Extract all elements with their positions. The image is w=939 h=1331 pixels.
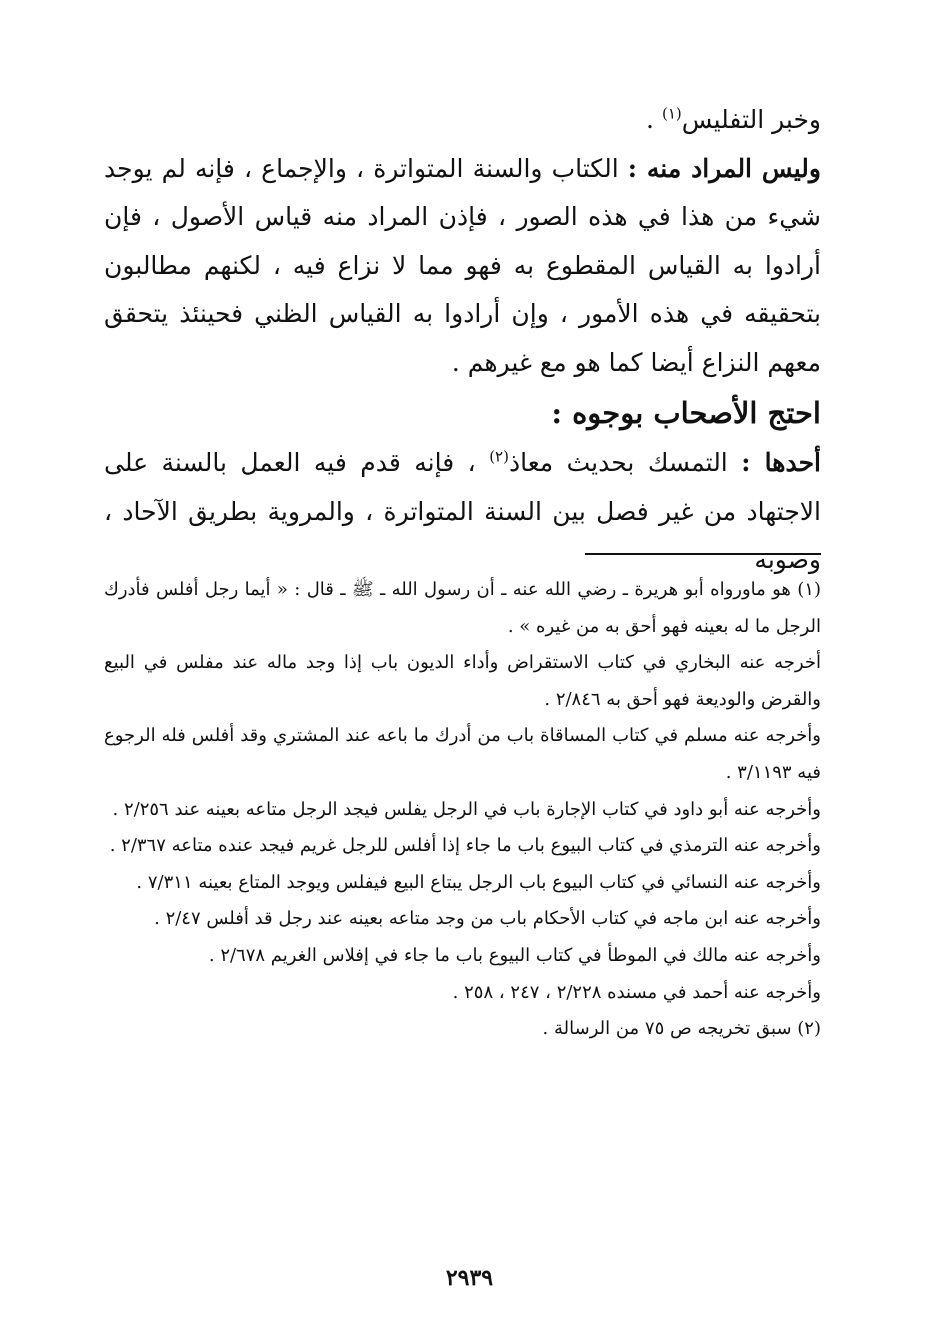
footnote-1-muslim: وأخرجه عنه مسلم في كتاب المساقاة باب من أدرك ما باعه عند المشتري وقد أفلس فله الرجوع فيه ٣/١١٩٣ . xyxy=(104,725,821,783)
paragraph-2-text-b: ، فإنه قدم فيه العمل بالسنة على الاجتهاد من غير فصل بين السنة المتواترة ، والمروية بطريق الآحاد ، وصوبه xyxy=(104,448,821,574)
intro-text: وخبر التفليس xyxy=(681,105,821,134)
footnote-2: (٢) سبق تخريجه ص ٧٥ من الرسالة . xyxy=(542,1018,821,1040)
footnote-1-nasai: وأخرجه عنه النسائي في كتاب البيوع باب الرجل يبتاع البيع فيفلس ويوجد المتاع بعينه ٧/٣١١ . xyxy=(136,871,821,893)
paragraph-1-text: الكتاب والسنة المتواترة ، والإجماع ، فإنه لم يوجد شيء من هذا في هذه الصور ، فإذن المراد منه قياس الأصول ، فإن أرادوا به القياس المقطوع به فهو مما لا نزاع فيه ، لكنهم مطالبون بتحقيقه في هذه الأمور ، وإن أرادوا به القياس الظني فحينئذ يتحقق معهم النزاع أيضا كما هو مع غيرهم . xyxy=(104,153,821,377)
footnote-1: (١) هو ماورواه أبو هريرة ـ رضي الله عنه ـ أن رسول الله ـ ﷺ ـ قال : « أيما رجل أفلس فأدرك الرجل ما له بعينه فهو أحق به من غيره » . xyxy=(104,579,821,637)
paragraph-1-lead: وليس المراد منه : xyxy=(627,153,821,183)
footnote-1-ibnmajah: وأخرجه عنه ابن ماجه في كتاب الأحكام باب من وجد متاعه بعينه عند رجل قد أفلس ٢/٤٧ . xyxy=(154,908,821,930)
paragraph-2-text-a: التمسك بحديث معاذ xyxy=(508,448,742,477)
footnote-ref-2: (٢) xyxy=(489,447,509,466)
footnote-ref-1: (١) xyxy=(661,104,682,123)
footnote-separator xyxy=(585,553,821,555)
paragraph-intro xyxy=(104,96,821,145)
footnotes xyxy=(104,572,821,1048)
footnote-1-abudawud: وأخرجه عنه أبو داود في كتاب الإجارة باب في الرجل يفلس فيجد الرجل متاعه بعينه عند ٢/٢٥٦ . xyxy=(112,798,821,820)
paragraph-1 xyxy=(104,145,821,388)
footnote-1-malik: وأخرجه عنه مالك في الموطأ في كتاب البيوع باب ما جاء في إفلاس الغريم ٢/٦٧٨ . xyxy=(208,944,821,966)
footnote-1-ahmad: وأخرجه عنه أحمد في مسنده ٢/٢٢٨ ، ٢٤٧ ، ٢٥٨ . xyxy=(452,981,821,1003)
main-text xyxy=(104,96,821,585)
paragraph-2 xyxy=(104,439,821,585)
intro-end: . xyxy=(646,105,662,134)
footnote-1-bukhari: أخرجه عنه البخاري في كتاب الاستقراض وأداء الديون باب إذا وجد ماله عند مفلس في البيع والقرض والوديعة فهو أحق به ٢/٨٤٦ . xyxy=(104,652,821,710)
paragraph-2-lead: أحدها : xyxy=(741,448,821,477)
section-heading: احتج الأصحاب بوجوه : xyxy=(551,396,821,430)
footnote-1-tirmidhi: وأخرجه عنه الترمذي في كتاب البيوع باب ما جاء إذا أفلس للرجل غريم فيجد عنده متاعه ٢/٣٦٧ . xyxy=(109,835,821,857)
page-number: ٢٩٣٩ xyxy=(445,1265,494,1291)
